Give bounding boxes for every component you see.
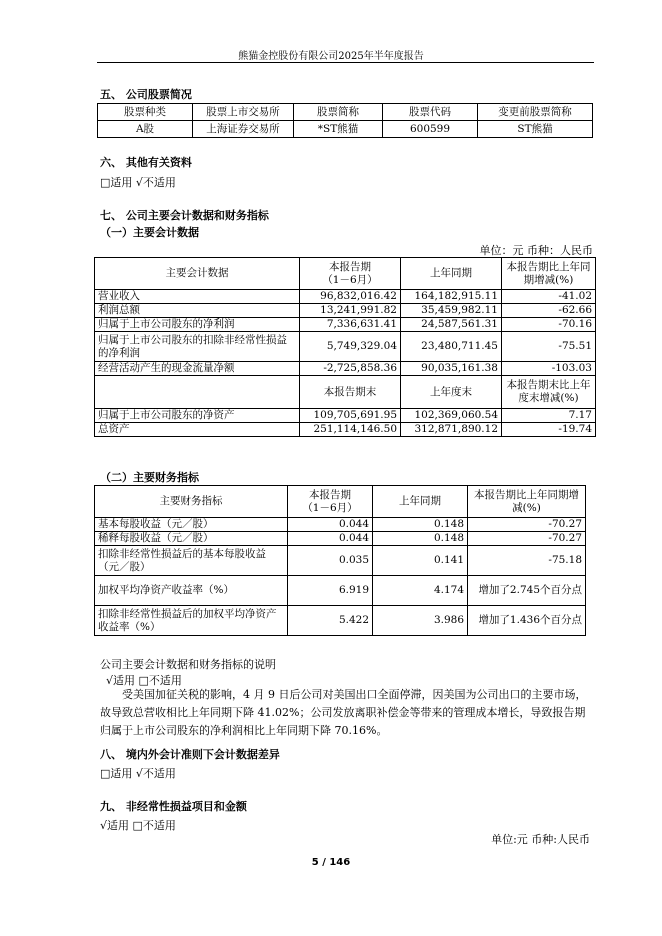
table-header-cell: 本报告期比上年同期增减(%) (502, 258, 596, 290)
table-header-cell: 上年度末 (401, 376, 502, 409)
table-cell: 109,705,691.95 (300, 409, 401, 423)
unit-label-2: 单位:元 币种:人民币 (491, 833, 590, 846)
section-5-title: 五、 公司股票简况 (100, 88, 192, 101)
stock-cell: 600599 (383, 121, 478, 138)
table-cell: -70.27 (468, 518, 586, 532)
section-7-title: 七、 公司主要会计数据和财务指标 (100, 209, 269, 222)
financial-indicators-table (94, 485, 586, 636)
table-header-cell: 上年同期 (373, 486, 468, 518)
table-cell: -41.02 (502, 290, 596, 304)
table-header-cell: 上年同期 (401, 258, 502, 290)
table-cell: 0.148 (373, 518, 468, 532)
header-rule (97, 62, 594, 63)
section-8-title: 八、 境内外会计准则下会计数据差异 (100, 748, 280, 761)
table-row-label: 基本每股收益（元／股） (95, 518, 288, 532)
section-6-title: 六、 其他有关资料 (100, 156, 192, 169)
table-row-label: 稀释每股收益（元／股） (95, 532, 288, 546)
stock-header-cell: 股票上市交易所 (193, 104, 294, 121)
accounting-data-table (94, 257, 596, 437)
table-cell: -75.18 (468, 546, 586, 576)
table-cell: 23,480,711.45 (401, 332, 502, 362)
note-title: 公司主要会计数据和财务指标的说明 (100, 658, 276, 671)
table-cell: 5,749,329.04 (300, 332, 401, 362)
table-cell: -2,725,858.36 (300, 362, 401, 376)
table-row-label: 营业收入 (95, 290, 300, 304)
section-6-checkbox: □适用 √不适用 (100, 176, 176, 189)
stock-cell: A股 (98, 121, 193, 138)
table-row-label: 归属于上市公司股东的净利润 (95, 318, 300, 332)
stock-header-cell: 股票代码 (383, 104, 478, 121)
stock-table (97, 103, 593, 138)
stock-cell: *ST熊猫 (294, 121, 383, 138)
table-row-label: 扣除非经常性损益后的加权平均净资产收益率（%） (95, 606, 288, 636)
table-cell: -62.66 (502, 304, 596, 318)
table-cell: 13,241,991.82 (300, 304, 401, 318)
section-8-checkbox: □适用 √不适用 (100, 767, 176, 780)
section-9-title: 九、 非经常性损益项目和金额 (100, 800, 247, 813)
note-paragraph: 受美国加征关税的影响，4 月 9 日后公司对美国出口全面停滞，因美国为公司出口的主要市场，故导致总营收相比上年同期下降 41.02%；公司发放离职补偿金等带来的管理成本增长，导致报告期归属于上市公司股东的净利润相比上年同期下降 70.16%。 (100, 688, 587, 737)
page-header: 熊猫金控股份有限公司2025年半年度报告 (238, 51, 424, 62)
table-header-cell: 本报告期末 (300, 376, 401, 409)
table-cell: 312,871,890.12 (401, 423, 502, 437)
table-header-cell: 本报告期比上年同期增减(%) (468, 486, 586, 518)
table-cell: 24,587,561.31 (401, 318, 502, 332)
table-cell: 7,336,631.41 (300, 318, 401, 332)
table-cell: 3.986 (373, 606, 468, 636)
stock-cell: 上海证券交易所 (193, 121, 294, 138)
table-cell: 增加了2.745个百分点 (468, 576, 586, 606)
table-cell: 0.044 (288, 532, 373, 546)
table-cell: -19.74 (502, 423, 596, 437)
table-row-label: 利润总额 (95, 304, 300, 318)
table-header-cell: 主要会计数据 (95, 258, 300, 290)
table-cell: 4.174 (373, 576, 468, 606)
stock-header-cell: 股票简称 (294, 104, 383, 121)
unit-label-1: 单位：元 币种：人民币 (479, 244, 593, 257)
table-cell: 164,182,915.11 (401, 290, 502, 304)
table-header-cell: 主要财务指标 (95, 486, 288, 518)
subsection-1-title: （一）主要会计数据 (100, 226, 199, 239)
stock-header-cell: 变更前股票简称 (478, 104, 593, 121)
table-header-cell (95, 376, 300, 409)
table-cell: 0.141 (373, 546, 468, 576)
table-row-label: 总资产 (95, 423, 300, 437)
table-cell: 35,459,982.11 (401, 304, 502, 318)
table-cell: -103.03 (502, 362, 596, 376)
table-cell: -70.27 (468, 532, 586, 546)
table-cell: 0.044 (288, 518, 373, 532)
table-cell: -70.16 (502, 318, 596, 332)
subsection-2-title: （二）主要财务指标 (100, 471, 199, 484)
table-header-cell: 本报告期 （1－6月） (300, 258, 401, 290)
table-row-label: 归属于上市公司股东的扣除非经常性损益的净利润 (95, 332, 300, 362)
stock-header-cell: 股票种类 (98, 104, 193, 121)
stock-cell: ST熊猫 (478, 121, 593, 138)
table-cell: 102,369,060.54 (401, 409, 502, 423)
table-cell: 增加了1.436个百分点 (468, 606, 586, 636)
table-cell: 5.422 (288, 606, 373, 636)
table-cell: -75.51 (502, 332, 596, 362)
table-row-label: 加权平均净资产收益率（%） (95, 576, 288, 606)
table-row-label: 经营活动产生的现金流量净额 (95, 362, 300, 376)
table-cell: 96,832,016.42 (300, 290, 401, 304)
table-header-cell: 本报告期 （1－6月） (288, 486, 373, 518)
table-row-label: 扣除非经常性损益后的基本每股收益（元／股） (95, 546, 288, 576)
note-checkbox: √适用 □不适用 (106, 674, 182, 687)
table-cell: 251,114,146.50 (300, 423, 401, 437)
section-9-checkbox: √适用 □不适用 (100, 819, 176, 832)
table-header-cell: 本报告期末比上年度末增减(%) (502, 376, 596, 409)
table-cell: 0.035 (288, 546, 373, 576)
table-row-label: 归属于上市公司股东的净资产 (95, 409, 300, 423)
table-cell: 90,035,161.38 (401, 362, 502, 376)
table-cell: 6.919 (288, 576, 373, 606)
page-number: 5 / 146 (311, 857, 351, 868)
table-cell: 0.148 (373, 532, 468, 546)
table-cell: 7.17 (502, 409, 596, 423)
